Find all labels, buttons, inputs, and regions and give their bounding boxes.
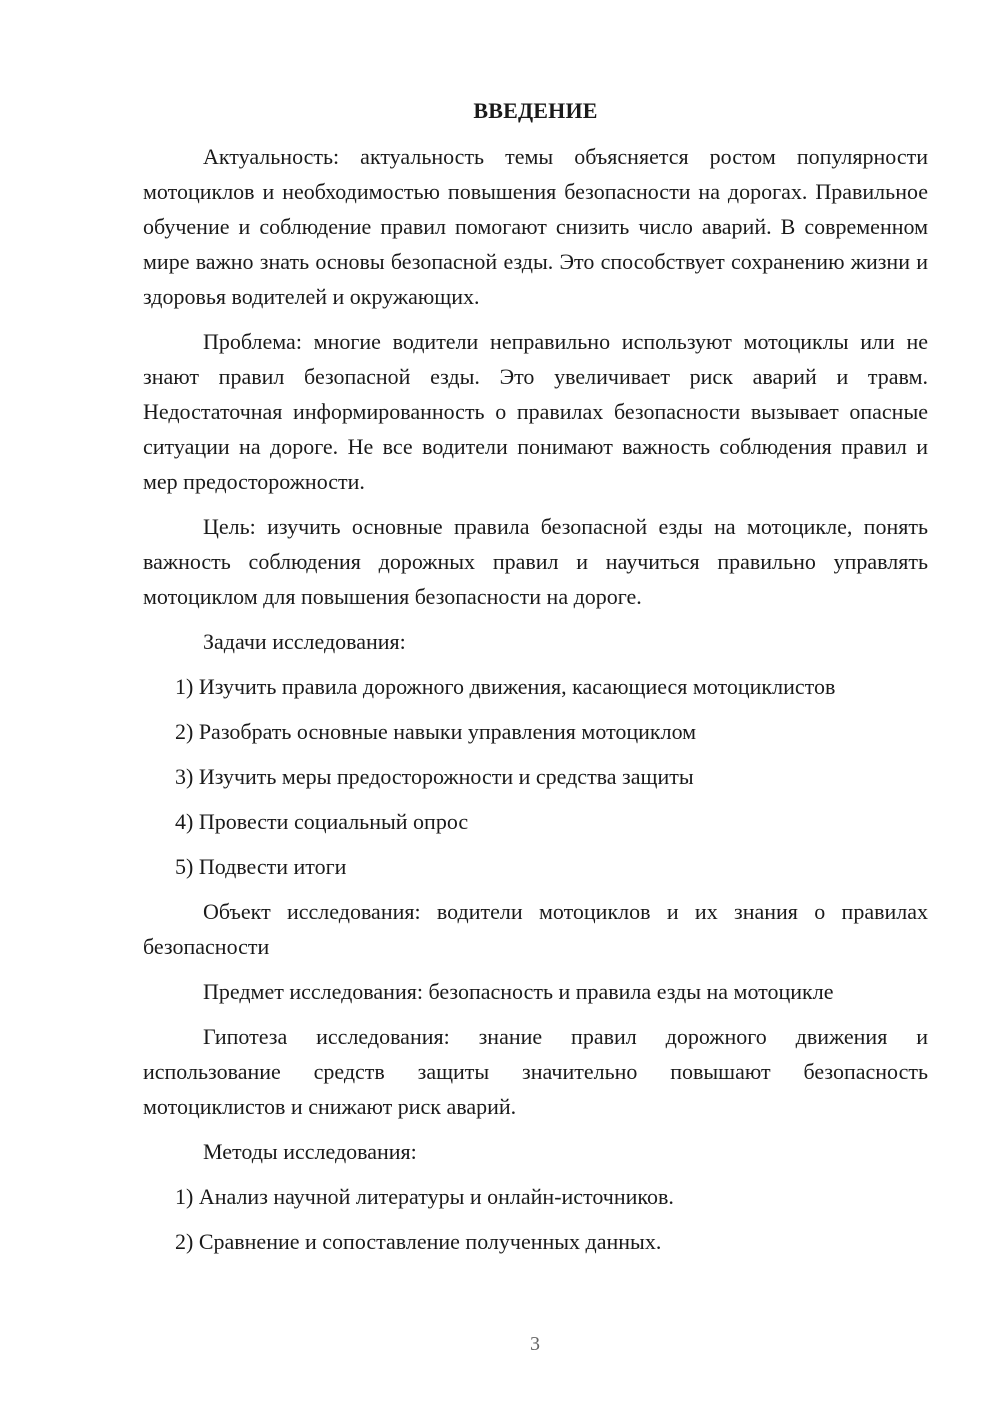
page-content (143, 96, 928, 1269)
hypothesis-paragraph: Гипотеза исследования: знание правил дорожного движения и использование средств защиты значительно повышают безопасность мотоциклистов и снижают риск аварий. (143, 1024, 928, 1119)
list-item: 5) Подвести итоги (175, 854, 347, 879)
relevance-paragraph: Актуальность: актуальность темы объясняется ростом популярности мотоциклов и необходимостью повышения безопасности на дорогах. Правильное обучение и соблюдение правил помогают снизить число аварий. В современном мире важно знать основы безопасной езды. Это способствует сохранению жизни и здоровья водителей и окружающих. (143, 144, 928, 309)
list-item: 4) Провести социальный опрос (175, 809, 469, 834)
goal-paragraph: Цель: изучить основные правила безопасной езды на мотоцикле, понять важность соблюдения дорожных правил и научиться правильно управлять мотоциклом для повышения безопасности на дороге. (143, 514, 928, 609)
list-item: 1) Изучить правила дорожного движения, касающиеся мотоциклистов (175, 674, 836, 699)
list-item: 2) Разобрать основные навыки управления мотоциклом (175, 719, 697, 744)
methods-heading: Методы исследования: (203, 1139, 417, 1164)
tasks-heading: Задачи исследования: (203, 629, 406, 654)
methods-list (143, 1179, 928, 1259)
tasks-list (143, 669, 928, 884)
list-item: 3) Изучить меры предосторожности и средства защиты (175, 764, 694, 789)
object-paragraph: Объект исследования: водители мотоциклов и их знания о правилах безопасности (143, 899, 928, 959)
subject-paragraph: Предмет исследования: безопасность и правила езды на мотоцикле (203, 979, 834, 1004)
list-item: 2) Сравнение и сопоставление полученных данных. (175, 1229, 662, 1254)
page-number: 3 (530, 1333, 540, 1355)
list-item: 1) Анализ научной литературы и онлайн-источников. (175, 1184, 674, 1209)
problem-paragraph: Проблема: многие водители неправильно используют мотоциклы или не знают правил безопасной езды. Это увеличивает риск аварий и травм. Недостаточная информированность о правилах безопасности вызывает опасные ситуации на дороге. Не все водители понимают важность соблюдения правил и мер предосторожности. (143, 329, 928, 494)
page-title: ВВЕДЕНИЕ (473, 98, 598, 123)
